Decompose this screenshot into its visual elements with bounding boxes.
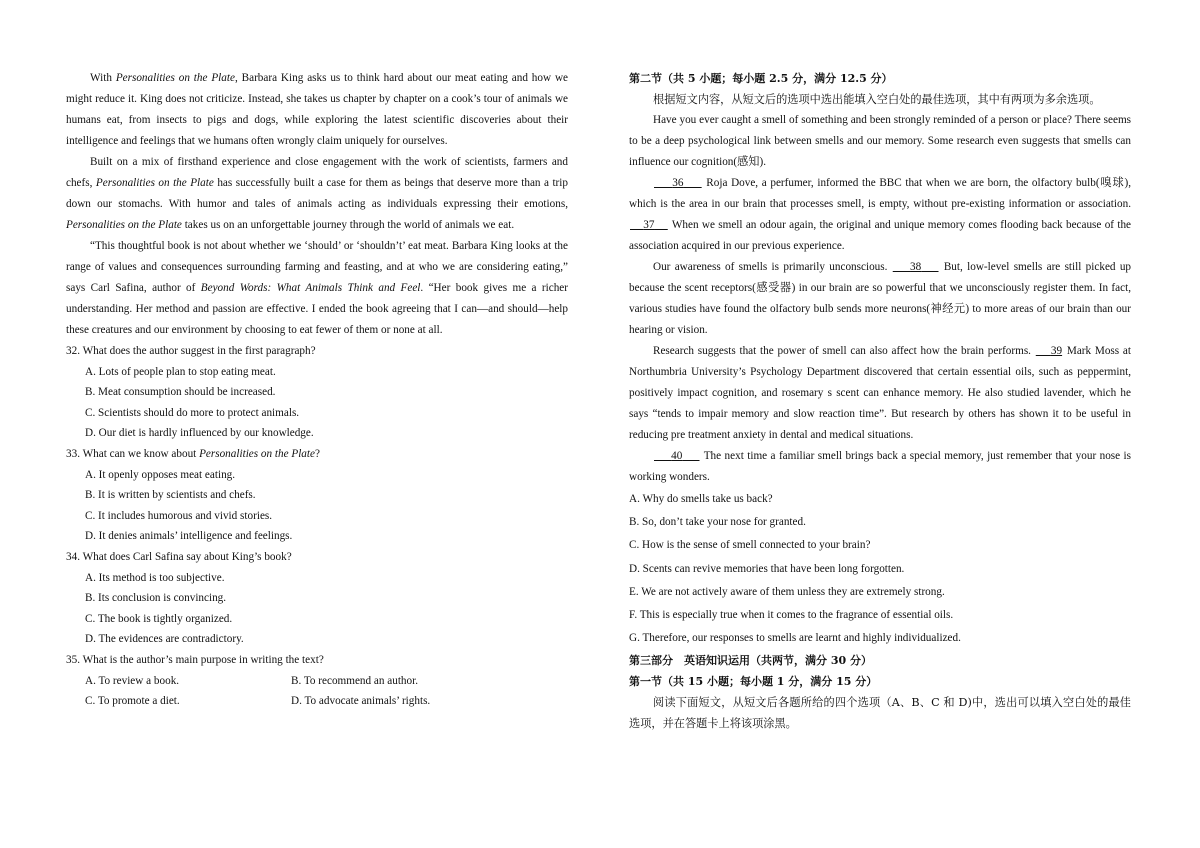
- passage-paragraph-1: With Personalities on the Plate, Barbara King asks us to think hard about our meat eating and how we might reduce it. King does not criticize. Instead, she takes us chapter by chapter on a cook’s tour of animals we humans eat, from insects to pigs and dogs, while exploring the latest scientific discoveries about their intelligence and feelings that we humans often wrongly claim uniquely for ourselves.: [66, 72, 568, 147]
- option-d: D. It denies animals’ intelligence and feelings.: [85, 530, 293, 543]
- option-a: A. It openly opposes meat eating.: [85, 468, 236, 481]
- answer-option-a: A. Why do smells take us back?: [629, 493, 773, 505]
- option-row-1: [66, 671, 568, 692]
- question-stem: 33. What can we know about Personalities on the Plate?: [66, 447, 320, 460]
- cloze-paragraph-2: 36 Roja Dove, a perfumer, informed the BBC that when we are born, the olfactory bulb(嗅球), which is the area in our brain that processes smell, is empty, without pre-existing information or association. 37 When we smell an odour again, the original and unique memory comes flooding back because of the association acquired in our previous experience.: [629, 177, 1132, 252]
- option-a: A. Lots of people plan to stop eating meat.: [85, 365, 276, 378]
- question-stem: 34. What does Carl Safina say about King’s book?: [66, 550, 292, 563]
- answer-options: [629, 488, 1131, 650]
- blank-40: 40: [671, 450, 683, 462]
- option-d: D. The evidences are contradictory.: [85, 633, 244, 646]
- section-1-heading: 第一节（共 15 小题；每小题 1 分，满分 15 分）: [629, 675, 878, 689]
- option-a: A. Its method is too subjective.: [85, 571, 225, 584]
- section-2-heading: 第二节（共 5 小题；每小题 2.5 分，满分 12.5 分）: [629, 72, 893, 85]
- answer-option-b: B. So, don’t take your nose for granted.: [629, 516, 806, 529]
- cloze-paragraph-5: 40 The next time a familiar smell brings back a special memory, just remember that your nose is working wonders.: [629, 450, 1131, 483]
- question-33: [66, 444, 568, 547]
- answer-option-f: F. This is especially true when it comes to the fragrance of essential oils.: [629, 609, 954, 622]
- passage-paragraph-3: “This thoughtful book is not about whether we ‘should’ or ‘shouldn’t’ eat meat. Barbara King looks at the range of values and consequences surrounding farming and feasting, and at who we are considering eating,” says Carl Safina, author of Beyond Words: What Animals Think and Feel. “Her book gives me a richer understanding. Her method and passion are effective. I ended the book agreeing that I can—and should—help these creatures and our environment by choosing to eat fewer of them or none at all.: [66, 240, 569, 336]
- right-column: [629, 68, 1131, 734]
- part-3-heading: 第三部分 英语知识运用（共两节，满分 30 分）: [629, 654, 872, 668]
- answer-option-d: D. Scents can revive memories that have been long forgotten.: [629, 562, 905, 575]
- option-b: B. To recommend an author.: [291, 674, 419, 687]
- question-stem: 35. What is the author’s main purpose in writing the text?: [66, 653, 324, 666]
- left-column: [66, 68, 568, 712]
- answer-option-c: C. How is the sense of smell connected to your brain?: [629, 539, 871, 552]
- question-34: [66, 547, 568, 650]
- passage-paragraph-2: Built on a mix of firsthand experience and close engagement with the work of scientists, farmers and chefs, Personalities on the Plate has successfully built a case for them as beings that deserve more than a trip down our stomachs. With humor and tales of animals acting as individuals expressing their emotions, Personalities on the Plate takes us on an unforgettable journey through the world of animals we eat.: [66, 156, 568, 231]
- section-1-instruction: 阅读下面短文，从短文后各题所给的四个选项（A、B、C 和 D)中，选出可以填入空白处的最佳选项，并在答题卡上将该项涂黑。: [629, 696, 1131, 731]
- option-d: D. To advocate animals’ rights.: [291, 695, 431, 708]
- cloze-paragraph-4: Research suggests that the power of smell can also affect how the brain performs. 39 Mark Moss at Northumbria University’s Psychology Department discovered that certain essential oils, such as peppermint, positively impact cognition, and rosemary s scent can enhance memory. He also studied lavender, which he says “tends to impair memory and slow reaction time”. But research by others has shown it to be useful in reducing pre treatment anxiety in dental and medical situations.: [629, 345, 1132, 441]
- blank-36: 36: [672, 177, 684, 189]
- answer-option-e: E. We are not actively aware of them unless they are extremely strong.: [629, 585, 945, 598]
- option-c: C. Scientists should do more to protect animals.: [85, 406, 300, 419]
- option-b: B. Its conclusion is convincing.: [85, 592, 227, 605]
- option-d: D. Our diet is hardly influenced by our knowledge.: [85, 427, 314, 440]
- question-35: [66, 650, 568, 712]
- cloze-paragraph-3: Our awareness of smells is primarily unconscious. 38 But, low-level smells are still picked up because the scent receptors(感受器) in our brain are so powerful that we unconsciously register them. In fact, various studies have found the olfactory bulb sends more neurons(神经元) to more areas of our brain than our hearing or vision.: [629, 261, 1132, 336]
- option-c: C. The book is tightly organized.: [85, 612, 233, 625]
- option-c: C. It includes humorous and vivid stories.: [85, 509, 273, 522]
- option-b: B. It is written by scientists and chefs.: [85, 489, 256, 502]
- question-32: [66, 341, 568, 444]
- cloze-paragraph-1: Have you ever caught a smell of something and been strongly reminded of a person or place? There seems to be a deep psychological link between smells and our memory. Some research even suggests that smells can influence our cognition(感知).: [629, 114, 1131, 168]
- option-c: C. To promote a diet.: [85, 695, 180, 708]
- blank-39: 39: [1050, 345, 1063, 357]
- blank-38: 38: [910, 261, 922, 273]
- answer-option-g: G. Therefore, our responses to smells are learnt and highly individualized.: [629, 632, 961, 645]
- section-2-instruction: 根据短文内容，从短文后的选项中选出能填入空白处的最佳选项，其中有两项为多余选项。: [653, 93, 1101, 106]
- blank-37: 37: [643, 219, 655, 231]
- option-row-2: [66, 691, 568, 712]
- option-a: A. To review a book.: [85, 674, 180, 687]
- question-stem: 32. What does the author suggest in the first paragraph?: [66, 345, 316, 357]
- option-b: B. Meat consumption should be increased.: [85, 386, 276, 399]
